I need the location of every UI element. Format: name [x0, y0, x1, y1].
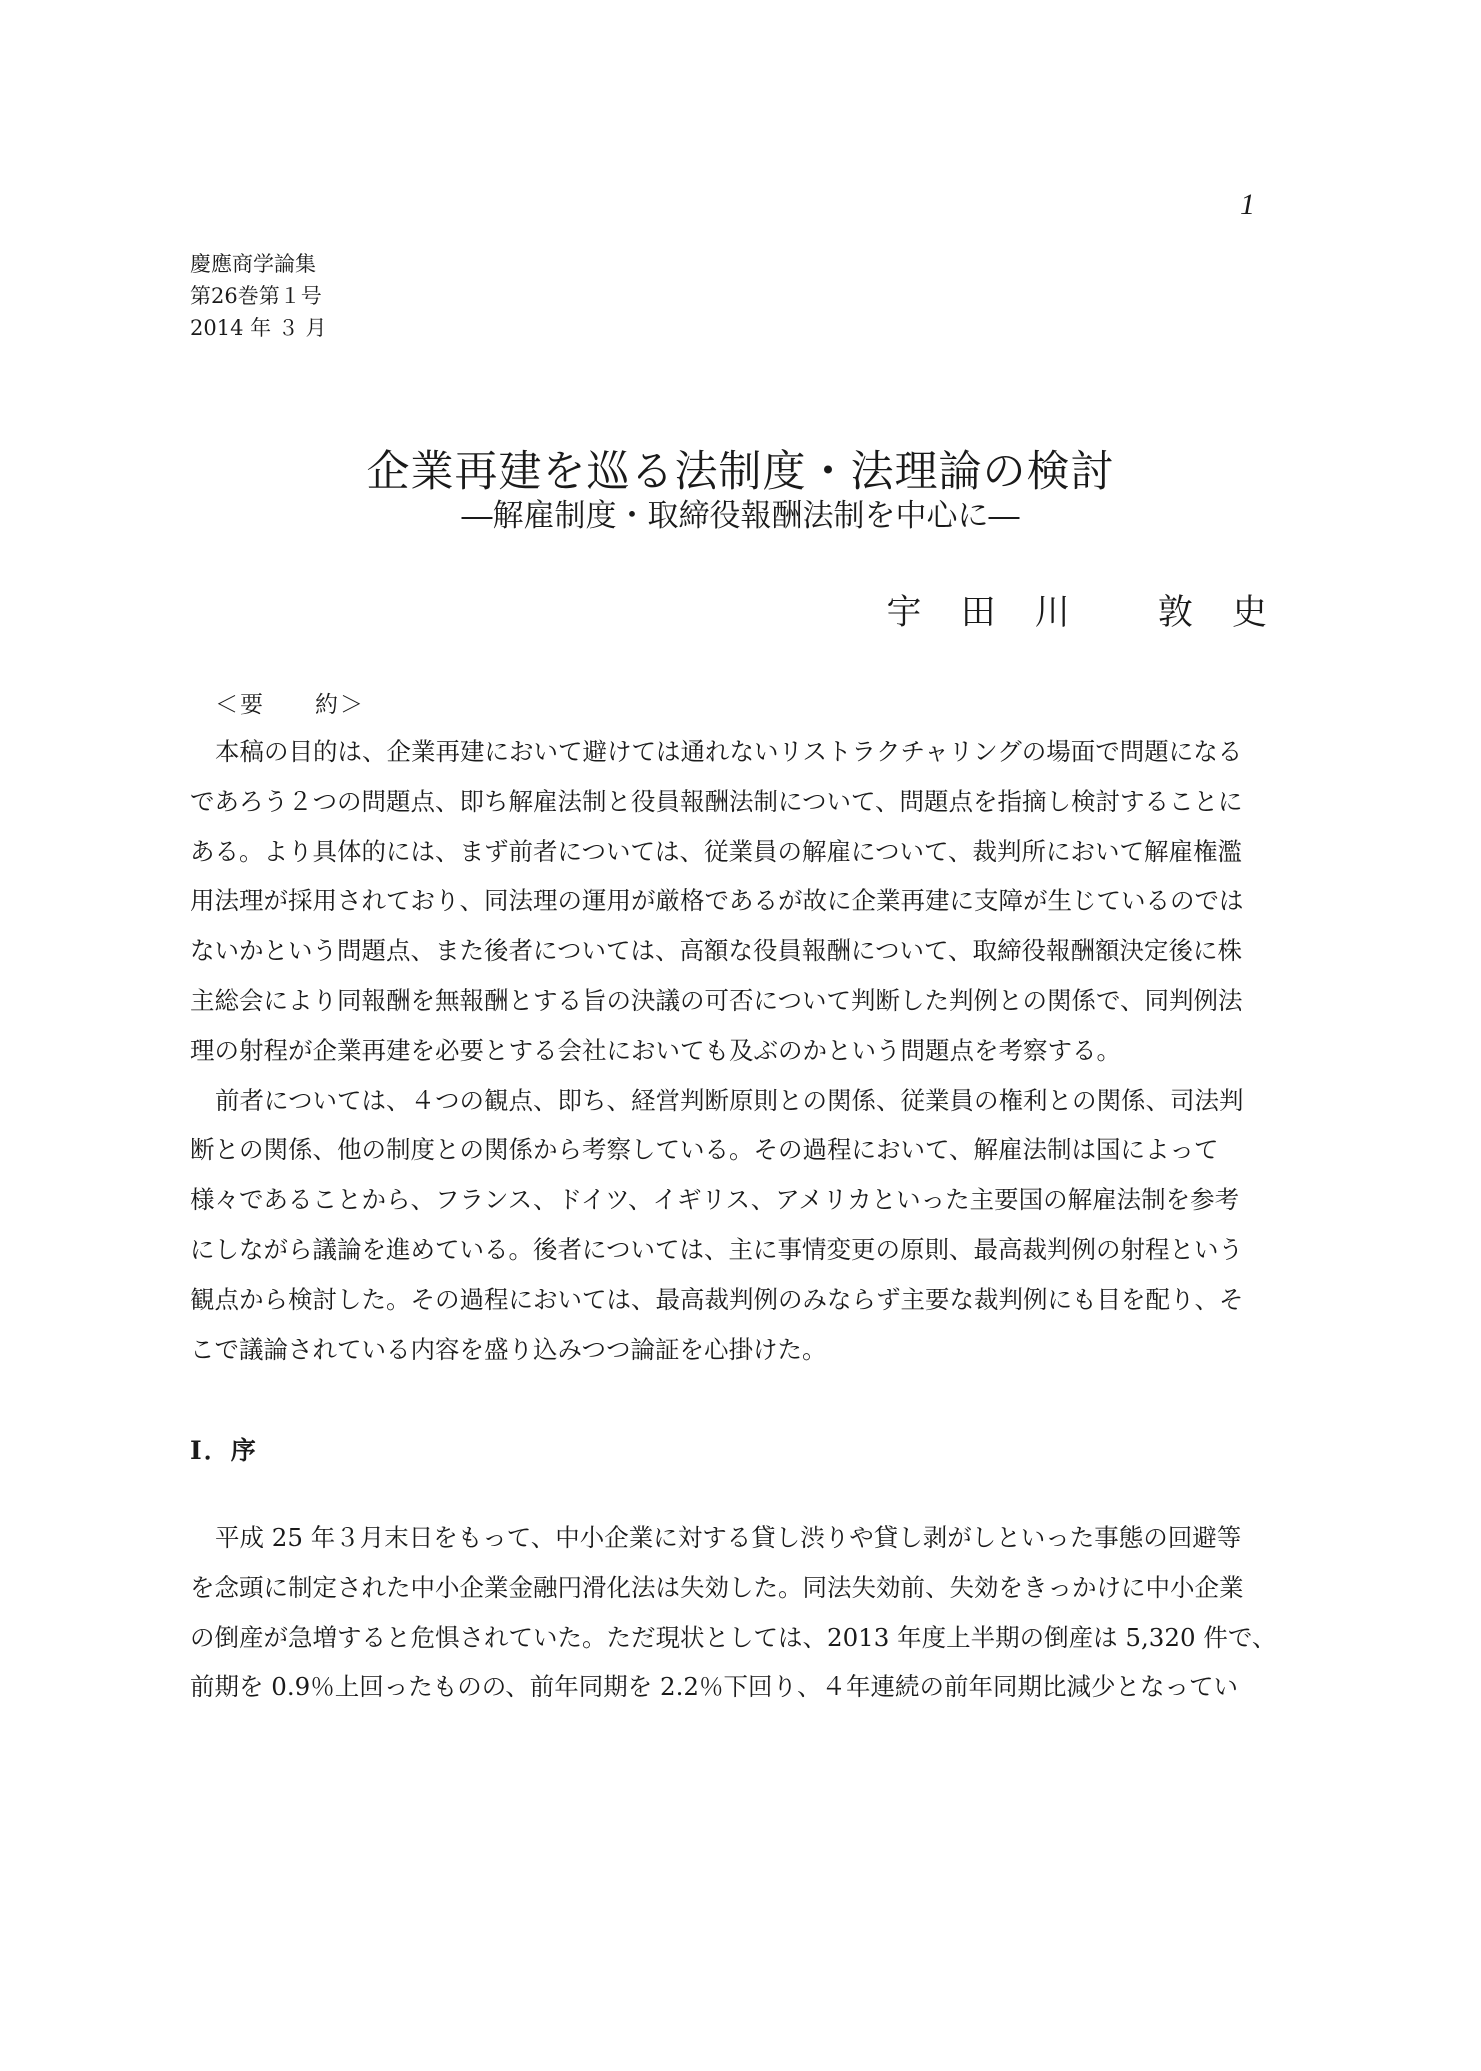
- abstract-line: ないかという問題点、また後者については、高額な役員報酬について、取締役報酬額決定後に株: [190, 936, 1243, 966]
- paper-title: 企業再建を巡る法制度・法理論の検討: [366, 447, 1115, 497]
- journal-name: 慶應商学論集: [190, 252, 316, 276]
- abstract-line: 主総会により同報酬を無報酬とする旨の決議の可否について判断した判例との関係で、同判例法: [190, 985, 1243, 1015]
- author-name: 宇 田 川 敦 史: [886, 593, 1281, 633]
- abstract-line: 本稿の目的は、企業再建において避けては通れないリストラクチャリングの場面で問題になる: [215, 737, 1243, 766]
- abstract-heading: ＜要 約＞: [215, 692, 365, 718]
- abstract-line: 前者については、４つの観点、即ち、経営判断原則との関係、従業員の権利との関係、司法判: [215, 1085, 1244, 1115]
- abstract-line: 理の射程が企業再建を必要とする会社においても及ぶのかという問題点を考察する。: [190, 1035, 1121, 1065]
- abstract-line: 用法理が採用されており、同法理の運用が厳格であるが故に企業再建に支障が生じているのでは: [190, 886, 1244, 916]
- abstract-line: 断との関係、他の制度との関係から考察している。その過程において、解雇法制は国によって: [190, 1135, 1219, 1165]
- journal-volume: 第26巻第１号: [190, 284, 322, 308]
- section-heading: Ⅰ．序: [190, 1436, 258, 1465]
- abstract-body: [190, 727, 1295, 1374]
- section-line: 前期を 0.9％上回ったものの、前年同期を 2.2％下回り、４年連続の前年同期比減少となってい: [190, 1672, 1239, 1702]
- section-body: [190, 1513, 1295, 1712]
- abstract-line: こで議論されている内容を盛り込みつつ論証を心掛けた。: [190, 1334, 827, 1364]
- abstract-line: ある。より具体的には、まず前者については、従業員の解雇について、裁判所において解雇権濫: [190, 836, 1243, 866]
- abstract-line: にしながら議論を進めている。後者については、主に事情変更の原則、最高裁判例の射程という: [190, 1234, 1244, 1264]
- section-line: を念頭に制定された中小企業金融円滑化法は失効した。同法失効前、失効をきっかけに中小企業: [190, 1572, 1244, 1602]
- journal-info: [190, 248, 326, 344]
- abstract-line: 観点から検討した。その過程においては、最高裁判例のみならず主要な裁判例にも目を配り、そ: [190, 1284, 1244, 1314]
- section-line: の倒産が急増すると危惧されていた。ただ現状としては、2013 年度上半期の倒産は 5,320 件で、: [190, 1622, 1277, 1652]
- abstract-line: であろう２つの問題点、即ち解雇法制と役員報酬法制について、問題点を指摘し検討することに: [190, 786, 1243, 816]
- journal-date: 2014 年 ３ 月: [190, 316, 327, 340]
- abstract-line: 様々であることから、フランス、ドイツ、イギリス、アメリカといった主要国の解雇法制を参考: [190, 1185, 1240, 1215]
- section-line: 平成 25 年３月末日をもって、中小企業に対する貸し渋りや貸し剥がしといった事態の回避等: [215, 1523, 1242, 1552]
- page-number: 1: [1240, 188, 1255, 221]
- paper-subtitle: ―解雇制度・取締役報酬法制を中心に―: [461, 498, 1020, 534]
